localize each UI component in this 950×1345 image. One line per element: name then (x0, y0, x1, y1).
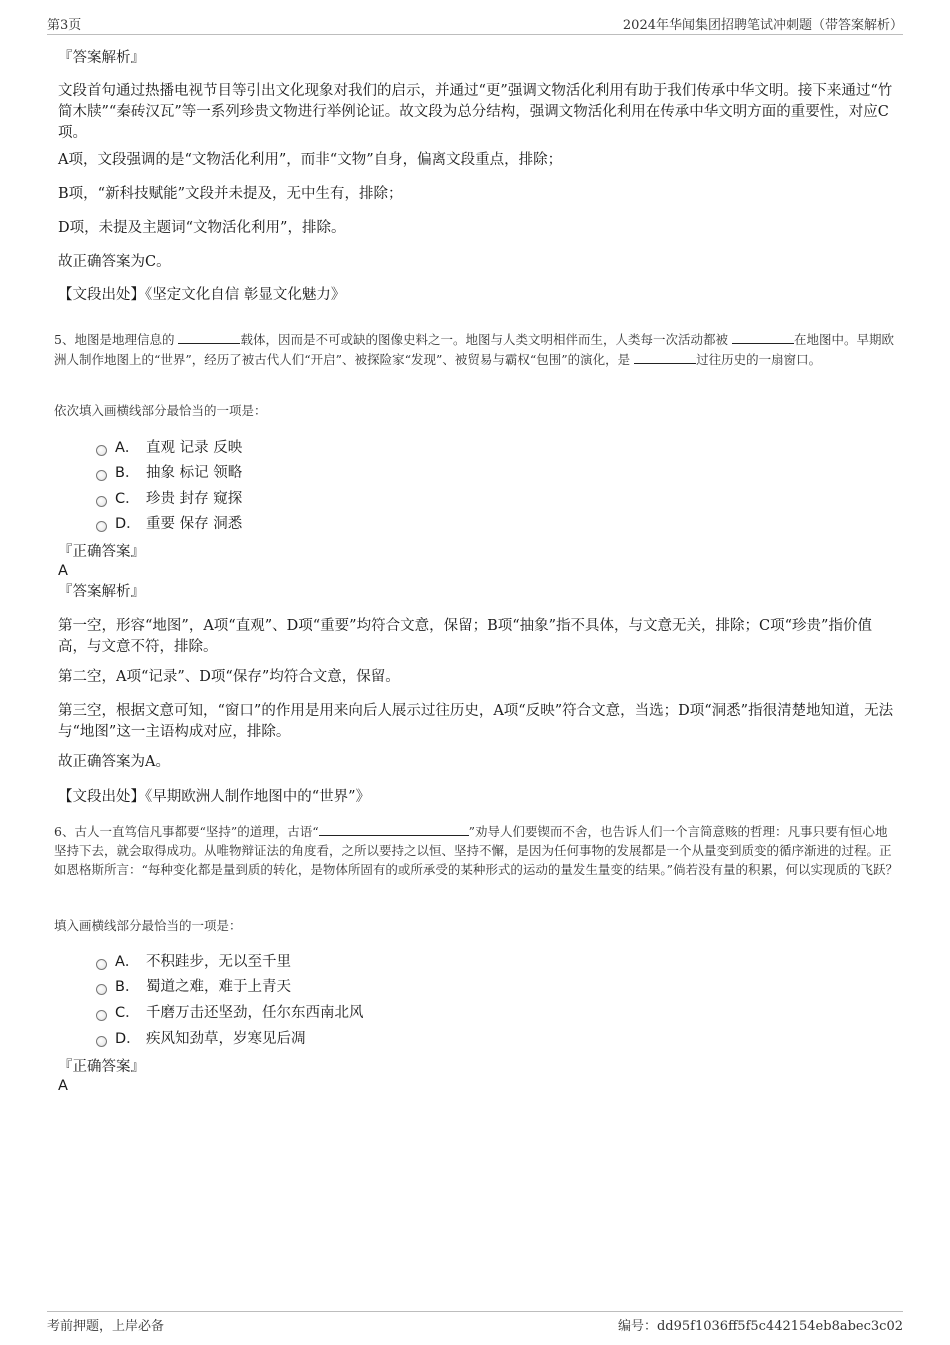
option-text: 抽象 标记 领略 (146, 465, 243, 481)
q6-instruction: 填入画横线部分最恰当的一项是： (54, 918, 242, 933)
q5-option-c[interactable] (96, 489, 242, 509)
document-title: 2024年华闻集团招聘笔试冲刺题（带答案解析） (622, 18, 903, 33)
option-text: 疾风知劲草，岁寒见后凋 (146, 1031, 306, 1047)
q6-option-c[interactable] (96, 1003, 364, 1023)
option-text: 蜀道之难，难于上青天 (146, 979, 291, 995)
q5-answer-label: 『正确答案』 (58, 544, 145, 560)
page-number: 第3页 (47, 18, 82, 33)
radio-button[interactable] (96, 1036, 107, 1047)
option-text: 千磨万击还坚劲，任尔东西南北风 (146, 1005, 364, 1021)
blank-line (634, 349, 696, 364)
radio-button[interactable] (96, 496, 107, 507)
option-text: 重要 保存 洞悉 (146, 516, 243, 532)
q5-stem-part-2: 载体，因而是不可或缺的图像史料之一。地图与人类文明相伴而生，人类每一次活动都被 (240, 332, 728, 347)
option-letter: B． (115, 465, 140, 481)
q5-analysis-paragraph-1: 第一空，形容“地图”，A项“直观”、D项“重要”均符合文意，保留；B项“抽象”指不具体，与文意无关，排除；C项“珍贵”指价值高，与文意不符，排除。 (58, 618, 872, 655)
radio-button[interactable] (96, 959, 107, 970)
option-letter: D． (115, 516, 141, 532)
option-text: 不积跬步，无以至千里 (146, 954, 291, 970)
q5-source: 【文段出处】《早期欧洲人制作地图中的“世界”》 (58, 789, 371, 805)
option-letter: C． (115, 491, 140, 507)
footer-slogan: 考前押题，上岸必备 (47, 1319, 165, 1334)
q6-stem-part-2: ”劝导人们要锲而不舍，也告诉人们一个言简意赅的哲理：凡事只要有恒心地坚持下去，就会取得成功。从唯物辩证法的角度看，之所以要持之以恒、坚持不懈，是因为任何事物的发展都是一个从量变到质变的循序渐进的过程。正如恩格斯所言：“每种变化都是量到质的转化，是物体所固有的或所承受的某种形式的运动的量发生量变的结果。”倘若没有量的积累，何以实现质的飞跃？ (54, 824, 899, 877)
option-text: 珍贵 封存 窥探 (146, 491, 243, 507)
radio-button[interactable] (96, 521, 107, 532)
page-header (47, 14, 903, 35)
q5-analysis-label: 『答案解析』 (58, 584, 145, 600)
q4-source: 【文段出处】《坚定文化自信 彰显文化魅力》 (58, 287, 346, 303)
radio-button[interactable] (96, 470, 107, 481)
option-letter: B． (115, 979, 140, 995)
q5-analysis-paragraph-2: 第二空，A项“记录”、D项“保存”均符合文意，保留。 (58, 669, 400, 685)
option-letter: D． (115, 1031, 141, 1047)
blank-line (319, 821, 469, 836)
q6-answer-label: 『正确答案』 (58, 1059, 145, 1075)
q5-stem-part-3: 在地图中。早期欧洲人制作地图上的“世界”，经历了被古代人们“开启”、被探险家“发现”、被贸易与霸权“包围”的演化，是 (54, 332, 894, 367)
q4-analysis-label: 『答案解析』 (58, 50, 145, 66)
q4-analysis-conclusion: 故正确答案为C。 (58, 254, 171, 270)
q4-analysis-paragraph-1: 文段首句通过热播电视节目等引出文化现象对我们的启示，并通过“更”强调文物活化利用有助于我们传承中华文明。接下来通过“竹简木牍”“秦砖汉瓦”等一系列珍贵文物进行举例论证。故文段为总分结构，强调文物活化利用在传承中华文明方面的重要性，对应C项。 (58, 83, 893, 141)
q5-option-d[interactable] (96, 514, 242, 534)
option-letter: C． (115, 1005, 140, 1021)
q5-option-b[interactable] (96, 463, 242, 483)
q6-option-d[interactable] (96, 1029, 306, 1049)
q5-option-a[interactable] (96, 438, 242, 458)
q4-analysis-paragraph-4: D项，未提及主题词“文物活化利用”，排除。 (58, 220, 346, 236)
q6-stem-part-1: 6、古人一直笃信凡事都要“坚持”的道理，古语“ (54, 824, 319, 839)
q5-stem-part-1: 5、地图是地理信息的 (54, 332, 175, 347)
question-6-stem (54, 821, 899, 879)
radio-button[interactable] (96, 984, 107, 995)
option-letter: A． (115, 954, 140, 970)
option-letter: A． (115, 440, 140, 456)
question-5-stem (54, 329, 899, 369)
document-serial: 编号：dd95f1036ff5f5c442154eb8abec3c02 (617, 1319, 903, 1334)
q6-option-b[interactable] (96, 977, 291, 997)
blank-line (732, 329, 794, 344)
q5-answer: A (58, 563, 68, 579)
q5-analysis-conclusion: 故正确答案为A。 (58, 754, 170, 770)
q5-stem-part-4: 过往历史的一扇窗口。 (696, 352, 822, 367)
q5-instruction: 依次填入画横线部分最恰当的一项是： (54, 403, 267, 418)
q4-analysis-paragraph-2: A项，文段强调的是“文物活化利用”，而非“文物”自身，偏离文段重点，排除； (58, 152, 563, 168)
page-footer (47, 1311, 903, 1334)
blank-line (178, 329, 240, 344)
radio-button[interactable] (96, 1010, 107, 1021)
radio-button[interactable] (96, 445, 107, 456)
option-text: 直观 记录 反映 (146, 440, 243, 456)
q4-analysis-paragraph-3: B项，“新科技赋能”文段并未提及，无中生有，排除； (58, 186, 403, 202)
q6-option-a[interactable] (96, 952, 291, 972)
q6-answer: A (58, 1078, 68, 1094)
q5-analysis-paragraph-3: 第三空，根据文意可知，“窗口”的作用是用来向后人展示过往历史，A项“反映”符合文意，当选；D项“洞悉”指很清楚地知道，无法与“地图”这一主语构成对应，排除。 (58, 703, 894, 740)
